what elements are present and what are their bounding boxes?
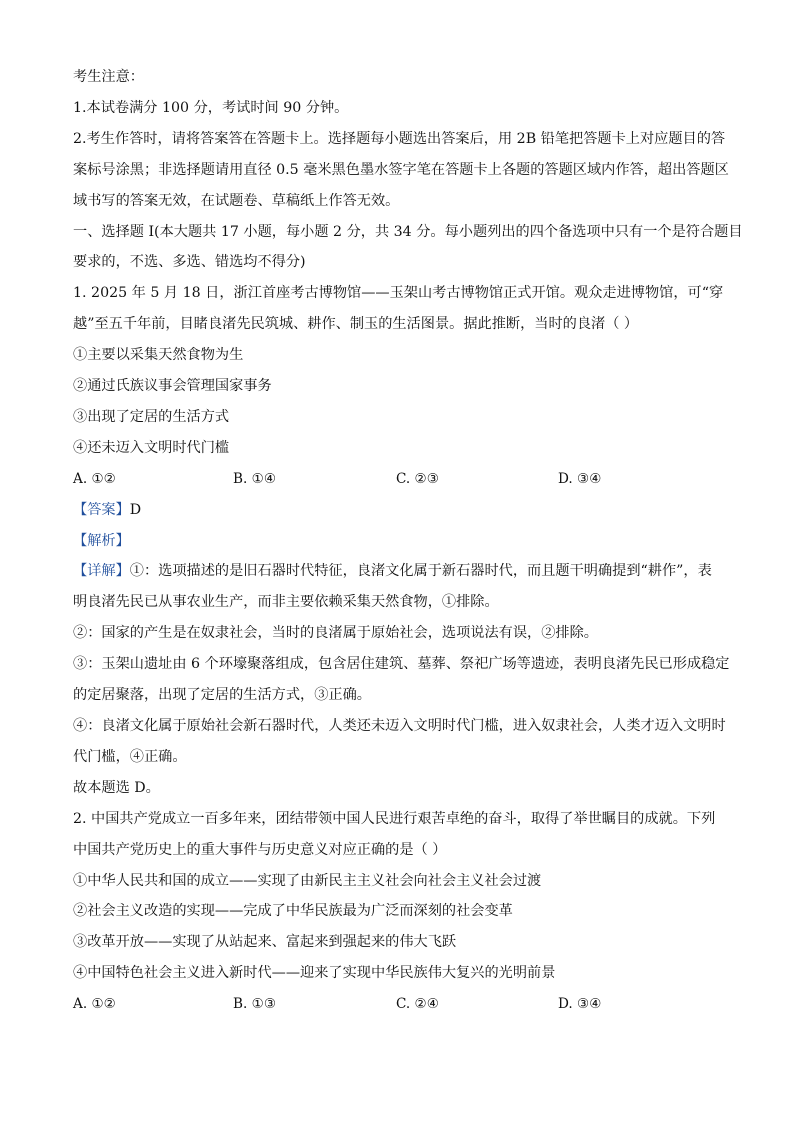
q1-detail-line-5: 的定居聚落，出现了定居的生活方式，③正确。 [73, 687, 371, 704]
q2-choices [73, 989, 723, 1020]
q1-option-2: ②通过氏族议事会管理国家事务 [73, 378, 272, 395]
notice-item-2-line-3: 域书写的答案无效，在试题卷、草稿纸上作答无效。 [73, 192, 400, 209]
section-heading-line-1: 一、选择题 I(本大题共 17 小题，每小题 2 分，共 34 分。每小题列出的四个备选项中只有一个是符合题目 [73, 223, 743, 240]
analysis-tag: 【解析】 [73, 532, 130, 549]
q1-analysis [73, 526, 723, 557]
detail-tag: 【详解】 [73, 563, 130, 580]
notice-item-1: 1.本试卷满分 100 分，考试时间 90 分钟。 [73, 99, 349, 116]
q1-detail-line-4: ③：玉架山遗址由 6 个环壕聚落组成，包含居住建筑、墓葬、祭祀广场等遗迹，表明良渚先民已形成稳定 [73, 656, 730, 673]
q1-choices [73, 464, 723, 495]
q2-option-1: ①中华人民共和国的成立——实现了由新民主主义社会向社会主义社会过渡 [73, 872, 542, 889]
q1-detail-line-2: 明良渚先民已从事农业生产，而非主要依赖采集天然食物，①排除。 [73, 594, 499, 611]
detail-text-1: ①：选项描述的是旧石器时代特征，良渚文化属于新石器时代，而且题干明确提到“耕作”，表 [129, 563, 712, 580]
q2-choice-a: A. ①② [73, 996, 116, 1013]
q2-option-2: ②社会主义改造的实现——完成了中华民族最为广泛而深刻的社会变革 [73, 903, 513, 920]
q2-stem-line-2: 中国共产党历史上的重大事件与历史意义对应正确的是（ ） [73, 841, 447, 858]
q1-conclusion: 故本题选 D。 [73, 779, 160, 796]
q1-stem-line-1: 1. 2025 年 5 月 18 日，浙江首座考古博物馆——玉架山考古博物馆正式开馆。观众走进博物馆，可“穿 [73, 285, 724, 302]
q2-choice-c: C. ②④ [396, 996, 439, 1013]
notice-item-2-line-1: 2.考生作答时，请将答案答在答题卡上。选择题每小题选出答案后，用 2B 铅笔把答题卡上对应题目的答 [73, 130, 726, 147]
q1-detail-line-3: ②：国家的产生是在奴隶社会，当时的良渚属于原始社会，选项说法有误，②排除。 [73, 625, 598, 642]
q2-option-3: ③改革开放——实现了从站起来、富起来到强起来的伟大飞跃 [73, 934, 457, 951]
q1-answer [73, 495, 723, 526]
notice-item-2-line-2: 案标号涂黑；非选择题请用直径 0.5 毫米黑色墨水签字笔在答题卡上各题的答题区域内作答，超出答题区 [73, 161, 729, 178]
q1-choice-d: D. ③④ [558, 470, 602, 487]
q1-detail-line-7: 代门槛，④正确。 [73, 748, 187, 765]
answer-value: D [129, 501, 142, 518]
q1-choice-a: A. ①② [73, 470, 116, 487]
q1-option-3: ③出现了定居的生活方式 [73, 408, 230, 425]
q1-option-4: ④还未迈入文明时代门槛 [73, 439, 230, 456]
exam-page [73, 62, 743, 1020]
q2-choice-d: D. ③④ [558, 996, 602, 1013]
notice-title: 考生注意： [73, 69, 144, 85]
q2-choice-b: B. ①③ [233, 996, 277, 1013]
q2-option-4: ④中国特色社会主义进入新时代——迎来了实现中华民族伟大复兴的光明前景 [73, 965, 556, 982]
q2-stem-line-1: 2. 中国共产党成立一百多年来，团结带领中国人民进行艰苦卓绝的奋斗，取得了举世瞩目的成就。下列 [73, 810, 716, 827]
q1-stem-line-2: 越”至五千年前，目睹良渚先民筑城、耕作、制玉的生活图景。据此推断，当时的良渚（ ） [73, 316, 639, 333]
q1-detail-line-6: ④：良渚文化属于原始社会新石器时代，人类还未迈入文明时代门槛，进入奴隶社会，人类才迈入文明时 [73, 718, 726, 735]
q1-choice-c: C. ②③ [396, 470, 439, 487]
q1-choice-b: B. ①④ [233, 470, 277, 487]
section-heading-line-2: 要求的，不选、多选、错选均不得分) [73, 254, 306, 271]
answer-tag: 【答案】 [73, 501, 130, 518]
q1-detail-line-1 [73, 556, 723, 587]
q1-option-1: ①主要以采集天然食物为生 [73, 347, 244, 364]
